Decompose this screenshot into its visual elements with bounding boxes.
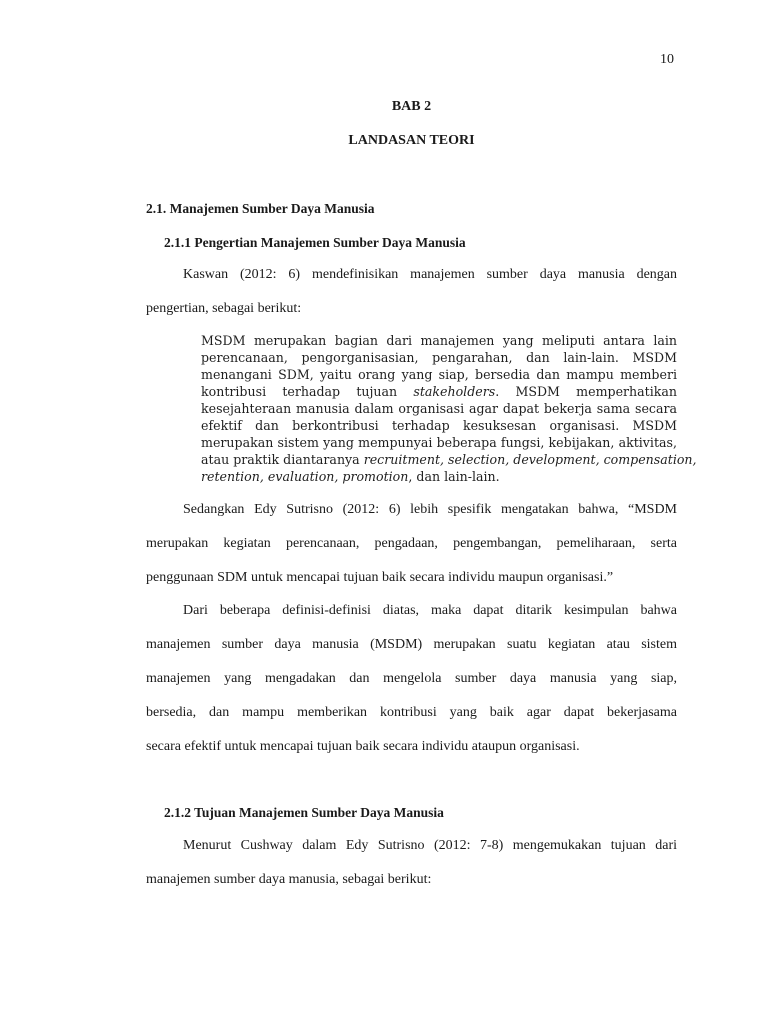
paragraph-1-line-1: Kaswan (2012: 6) mendefinisikan manajemen sumber daya manusia dengan	[183, 267, 677, 282]
quote-italic-stakeholders: stakeholders	[413, 384, 496, 399]
page-number: 10	[660, 52, 674, 67]
quote-line-7: merupakan sistem yang mempunyai beberapa fungsi, kebijakan, aktivitas,	[201, 435, 677, 450]
section-heading-2-1: 2.1. Manajemen Sumber Daya Manusia	[146, 201, 375, 216]
subsection-heading-2-1-2: 2.1.2 Tujuan Manajemen Sumber Daya Manusia	[164, 805, 444, 820]
quote-line-2: perencanaan, pengorganisasian, pengarahan, dan lain-lain. MSDM	[201, 350, 677, 365]
paragraph-3-line-1: Dari beberapa definisi-definisi diatas, maka dapat ditarik kesimpulan bahwa	[183, 603, 677, 618]
quote-line-4-text: kontribusi terhadap tujuan	[201, 384, 398, 399]
block-quote	[201, 332, 697, 485]
quote-italic-terms-2: retention, evaluation, promotion	[201, 469, 409, 484]
paragraph-1-line-2: pengertian, sebagai berikut:	[146, 301, 302, 316]
quote-line-9	[201, 468, 677, 485]
paragraph-3-line-4: bersedia, dan mampu memberikan kontribusi yang baik agar dapat bekerjasama	[146, 705, 677, 720]
quote-line-6: efektif dan berkontribusi terhadap kesuksesan organisasi. MSDM	[201, 418, 677, 433]
quote-line-1: MSDM merupakan bagian dari manajemen yang meliputi antara lain	[201, 333, 677, 348]
paragraph-2-line-3: penggunaan SDM untuk mencapai tujuan baik secara individu maupun organisasi.”	[146, 570, 614, 585]
quote-line-8	[201, 451, 697, 468]
paragraph-4-line-2: manajemen sumber daya manusia, sebagai berikut:	[146, 872, 432, 887]
paragraph-2-line-1: Sedangkan Edy Sutrisno (2012: 6) lebih spesifik mengatakan bahwa, “MSDM	[183, 502, 677, 517]
quote-line-5: kesejahteraan manusia dalam organisasi agar dapat bekerja sama secara	[201, 401, 677, 416]
paragraph-4-line-1: Menurut Cushway dalam Edy Sutrisno (2012: 7-8) mengemukakan tujuan dari	[183, 838, 677, 853]
paragraph-3-line-5: secara efektif untuk mencapai tujuan baik secara individu ataupun organisasi.	[146, 739, 580, 754]
quote-line-4-tail: . MSDM memperhatikan	[495, 384, 678, 399]
chapter-title: LANDASAN TEORI	[348, 133, 475, 148]
subsection-heading-2-1-1: 2.1.1 Pengertian Manajemen Sumber Daya Manusia	[164, 235, 466, 250]
quote-line-3: menangani SDM, yaitu orang yang siap, bersedia dan mampu memberi	[201, 367, 677, 382]
paragraph-2-line-2: merupakan kegiatan perencanaan, pengadaan, pengembangan, pemeliharaan, serta	[146, 536, 677, 551]
quote-line-4	[201, 383, 677, 400]
quote-italic-terms: recruitment, selection, development, compensation,	[363, 452, 697, 467]
quote-line-9-tail: , dan lain-lain.	[408, 469, 500, 484]
quote-line-8-text: atau praktik diantaranya	[201, 452, 360, 467]
chapter-label: BAB 2	[391, 99, 432, 114]
paragraph-3-line-2: manajemen sumber daya manusia (MSDM) merupakan suatu kegiatan atau sistem	[146, 637, 677, 652]
paragraph-3-line-3: manajemen yang mengadakan dan mengelola sumber daya manusia yang siap,	[146, 671, 677, 686]
